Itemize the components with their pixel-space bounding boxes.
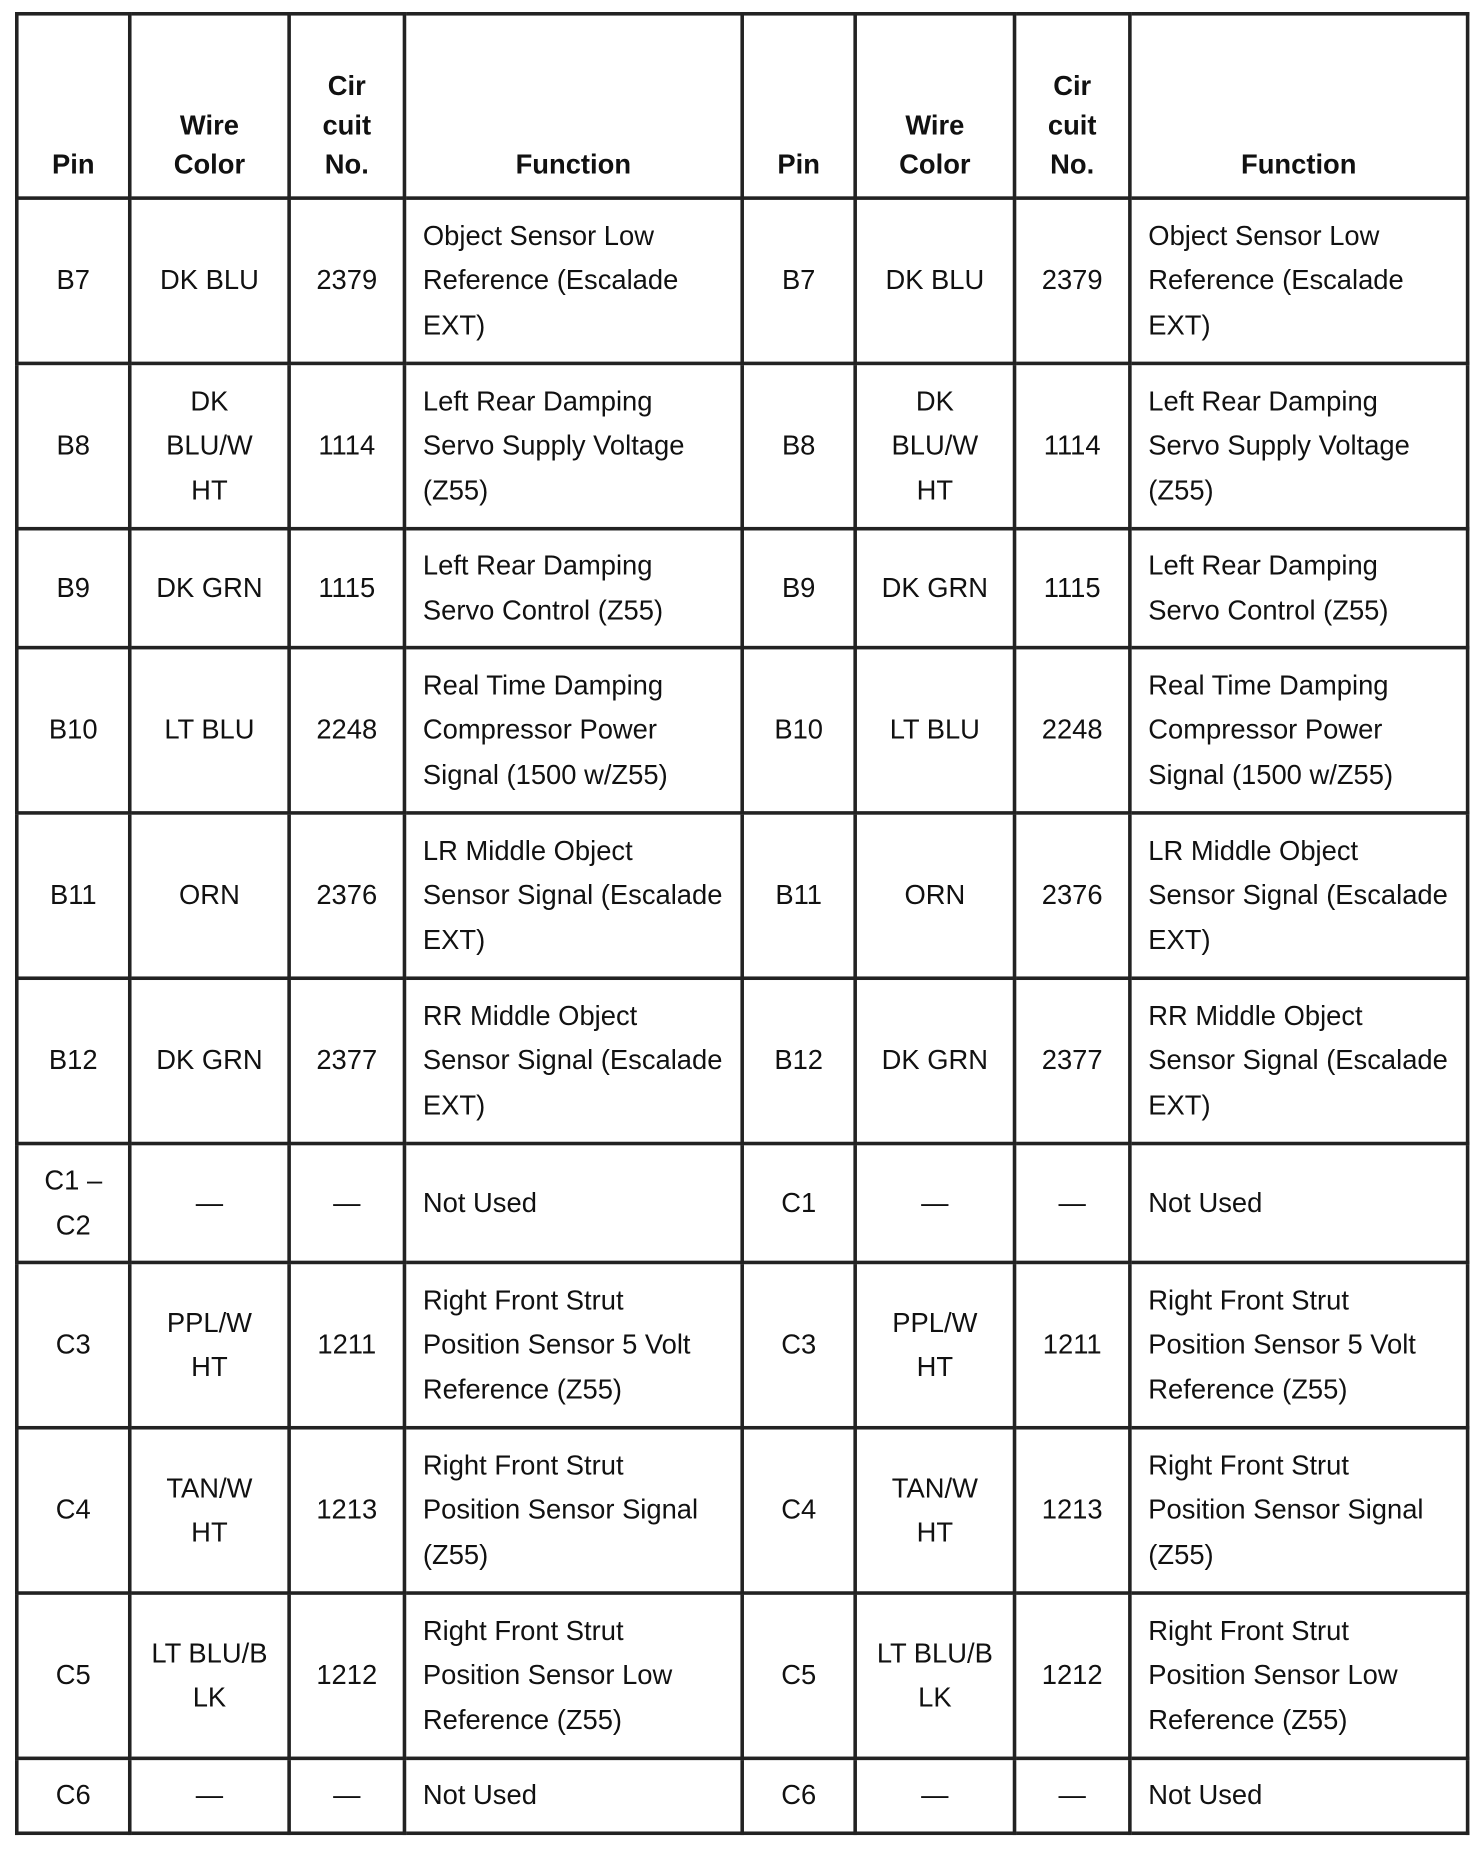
circuit-cell: 2248: [289, 648, 404, 813]
wire-color-cell: PPL/W HT: [130, 1262, 289, 1427]
table-row: [17, 1593, 1468, 1758]
pin-cell: B8: [17, 363, 130, 528]
table-row: [17, 978, 1468, 1143]
pin-cell: C5: [742, 1593, 855, 1758]
circuit-cell: 2377: [289, 978, 404, 1143]
circuit-cell: —: [1015, 1144, 1130, 1263]
function-cell: RR Middle Object Sensor Signal (Escalade EXT): [404, 978, 742, 1143]
pinout-table: [15, 12, 1469, 1835]
wire-color-cell: —: [855, 1144, 1014, 1263]
pin-cell: B12: [742, 978, 855, 1143]
function-cell: Not Used: [1130, 1758, 1468, 1833]
header-pin: Pin: [742, 14, 855, 198]
wire-color-cell: LT BLU/B LK: [855, 1593, 1014, 1758]
function-cell: Object Sensor Low Reference (Escalade EXT): [1130, 198, 1468, 363]
wire-color-cell: DK BLU/W HT: [855, 363, 1014, 528]
circuit-cell: 1115: [1015, 529, 1130, 648]
circuit-cell: 2377: [1015, 978, 1130, 1143]
function-cell: Left Rear Damping Servo Supply Voltage (Z55): [1130, 363, 1468, 528]
function-cell: Right Front Strut Position Sensor 5 Volt Reference (Z55): [1130, 1262, 1468, 1427]
pin-cell: C6: [742, 1758, 855, 1833]
pin-cell: C4: [742, 1428, 855, 1593]
wire-color-cell: ORN: [130, 813, 289, 978]
wire-color-cell: TAN/W HT: [130, 1428, 289, 1593]
header-wire-color: Wire Color: [130, 14, 289, 198]
wire-color-cell: PPL/W HT: [855, 1262, 1014, 1427]
table-row: [17, 813, 1468, 978]
table-row: [17, 1428, 1468, 1593]
circuit-cell: 1114: [1015, 363, 1130, 528]
wire-color-cell: —: [855, 1758, 1014, 1833]
header-row: [17, 14, 1468, 198]
header-wire-color: Wire Color: [855, 14, 1014, 198]
circuit-cell: 1212: [289, 1593, 404, 1758]
pin-cell: B7: [17, 198, 130, 363]
function-cell: Right Front Strut Position Sensor Low Reference (Z55): [404, 1593, 742, 1758]
pin-cell: B10: [742, 648, 855, 813]
circuit-cell: —: [1015, 1758, 1130, 1833]
wire-color-cell: DK GRN: [855, 978, 1014, 1143]
function-cell: RR Middle Object Sensor Signal (Escalade EXT): [1130, 978, 1468, 1143]
header-circuit-no: Cir cuit No.: [1015, 14, 1130, 198]
pin-cell: B11: [742, 813, 855, 978]
function-cell: Left Rear Damping Servo Supply Voltage (Z55): [404, 363, 742, 528]
circuit-cell: 1211: [289, 1262, 404, 1427]
circuit-cell: 1213: [289, 1428, 404, 1593]
table-row: [17, 529, 1468, 648]
wire-color-cell: —: [130, 1144, 289, 1263]
header-function: Function: [1130, 14, 1468, 198]
circuit-cell: 1114: [289, 363, 404, 528]
wire-color-cell: DK GRN: [130, 529, 289, 648]
wire-color-cell: LT BLU/B LK: [130, 1593, 289, 1758]
circuit-cell: 1213: [1015, 1428, 1130, 1593]
wire-color-cell: DK GRN: [130, 978, 289, 1143]
wire-color-cell: TAN/W HT: [855, 1428, 1014, 1593]
pin-cell: B8: [742, 363, 855, 528]
pin-cell: C1 – C2: [17, 1144, 130, 1263]
wire-color-cell: DK BLU/W HT: [130, 363, 289, 528]
wire-color-cell: DK BLU: [855, 198, 1014, 363]
table-row: [17, 1144, 1468, 1263]
wire-color-cell: LT BLU: [855, 648, 1014, 813]
circuit-cell: 2379: [289, 198, 404, 363]
function-cell: Not Used: [1130, 1144, 1468, 1263]
circuit-cell: 2376: [1015, 813, 1130, 978]
function-cell: Not Used: [404, 1758, 742, 1833]
table-row: [17, 1758, 1468, 1833]
wire-color-cell: DK GRN: [855, 529, 1014, 648]
circuit-cell: —: [289, 1758, 404, 1833]
pin-cell: C4: [17, 1428, 130, 1593]
pin-cell: B10: [17, 648, 130, 813]
function-cell: Right Front Strut Position Sensor 5 Volt Reference (Z55): [404, 1262, 742, 1427]
header-function: Function: [404, 14, 742, 198]
wire-color-cell: LT BLU: [130, 648, 289, 813]
wire-color-cell: DK BLU: [130, 198, 289, 363]
function-cell: LR Middle Object Sensor Signal (Escalade EXT): [1130, 813, 1468, 978]
circuit-cell: —: [289, 1144, 404, 1263]
circuit-cell: 1212: [1015, 1593, 1130, 1758]
circuit-cell: 1211: [1015, 1262, 1130, 1427]
function-cell: Right Front Strut Position Sensor Low Reference (Z55): [1130, 1593, 1468, 1758]
header-circuit-no: Cir cuit No.: [289, 14, 404, 198]
circuit-cell: 1115: [289, 529, 404, 648]
function-cell: Object Sensor Low Reference (Escalade EXT): [404, 198, 742, 363]
pin-cell: B9: [17, 529, 130, 648]
function-cell: Right Front Strut Position Sensor Signal (Z55): [404, 1428, 742, 1593]
circuit-cell: 2248: [1015, 648, 1130, 813]
function-cell: LR Middle Object Sensor Signal (Escalade EXT): [404, 813, 742, 978]
wire-color-cell: —: [130, 1758, 289, 1833]
pin-cell: C1: [742, 1144, 855, 1263]
pin-cell: B7: [742, 198, 855, 363]
circuit-cell: 2379: [1015, 198, 1130, 363]
function-cell: Left Rear Damping Servo Control (Z55): [1130, 529, 1468, 648]
pinout-document: [15, 12, 1469, 1835]
header-pin: Pin: [17, 14, 130, 198]
pin-cell: B9: [742, 529, 855, 648]
table-row: [17, 1262, 1468, 1427]
circuit-cell: 2376: [289, 813, 404, 978]
pin-cell: C3: [17, 1262, 130, 1427]
wire-color-cell: ORN: [855, 813, 1014, 978]
pin-cell: C6: [17, 1758, 130, 1833]
function-cell: Right Front Strut Position Sensor Signal (Z55): [1130, 1428, 1468, 1593]
function-cell: Real Time Damping Compressor Power Signal (1500 w/Z55): [404, 648, 742, 813]
function-cell: Left Rear Damping Servo Control (Z55): [404, 529, 742, 648]
table-row: [17, 363, 1468, 528]
function-cell: Real Time Damping Compressor Power Signal (1500 w/Z55): [1130, 648, 1468, 813]
table-row: [17, 648, 1468, 813]
pin-cell: B11: [17, 813, 130, 978]
function-cell: Not Used: [404, 1144, 742, 1263]
table-row: [17, 198, 1468, 363]
pin-cell: C3: [742, 1262, 855, 1427]
pin-cell: C5: [17, 1593, 130, 1758]
pin-cell: B12: [17, 978, 130, 1143]
